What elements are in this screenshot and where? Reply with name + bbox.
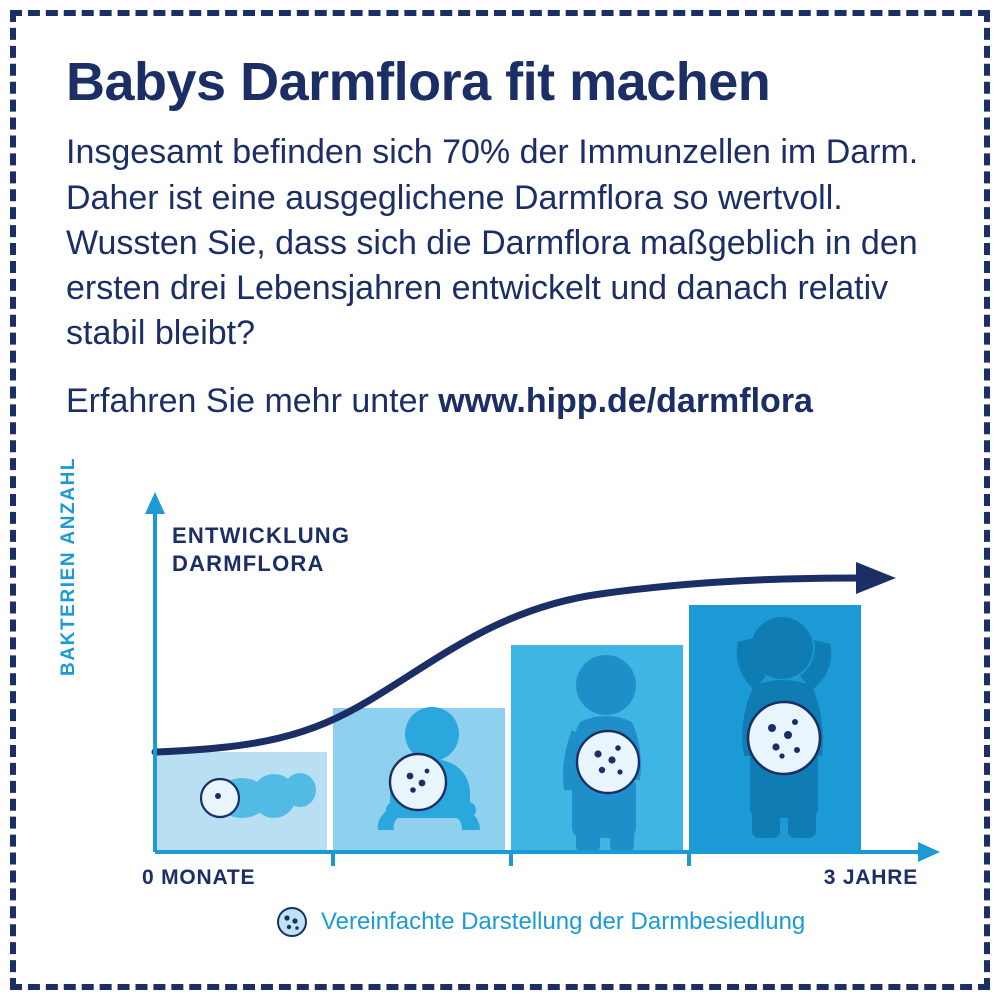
chart-title-line-2: DARMFLORA bbox=[172, 550, 325, 576]
page-title: Babys Darmflora fit machen bbox=[66, 52, 771, 112]
chart-legend bbox=[275, 905, 805, 939]
gut-circle-stage-1 bbox=[201, 779, 239, 817]
x-tick-end: 3 JAHRE bbox=[823, 866, 918, 889]
chart-title bbox=[172, 522, 350, 577]
gut-circle-stage-2 bbox=[390, 754, 446, 810]
gut-circle-stage-4 bbox=[748, 702, 820, 774]
body-paragraph: Insgesamt befinden sich 70% der Immunzellen im Darm. Daher ist eine ausgeglichene Darmflora so wertvoll. Wussten Sie, dass sich die Darmflora maßgeblich in den ersten drei Lebensjahren entwickelt und danach relativ stabil bleibt? bbox=[66, 133, 919, 353]
cta-line bbox=[66, 379, 946, 424]
arrow-right-icon bbox=[856, 562, 896, 594]
cta-prefix: Erfahren Sie mehr unter bbox=[66, 381, 439, 420]
y-axis-arrow-icon bbox=[145, 492, 165, 514]
x-axis-arrow-icon bbox=[918, 842, 940, 862]
development-chart bbox=[58, 456, 960, 950]
x-tick-start: 0 MONATE bbox=[142, 866, 256, 889]
gut-circle-stage-3 bbox=[577, 731, 639, 793]
chart-title-line-1: ENTWICKLUNG bbox=[172, 523, 351, 548]
y-axis-label: BAKTERIEN ANZAHL bbox=[58, 456, 79, 676]
gut-colonisation-icon bbox=[275, 905, 309, 939]
text-content bbox=[66, 52, 946, 424]
cta-link[interactable]: www.hipp.de/darmflora bbox=[438, 381, 813, 420]
legend-label: Vereinfachte Darstellung der Darmbesiedlung bbox=[321, 908, 806, 935]
